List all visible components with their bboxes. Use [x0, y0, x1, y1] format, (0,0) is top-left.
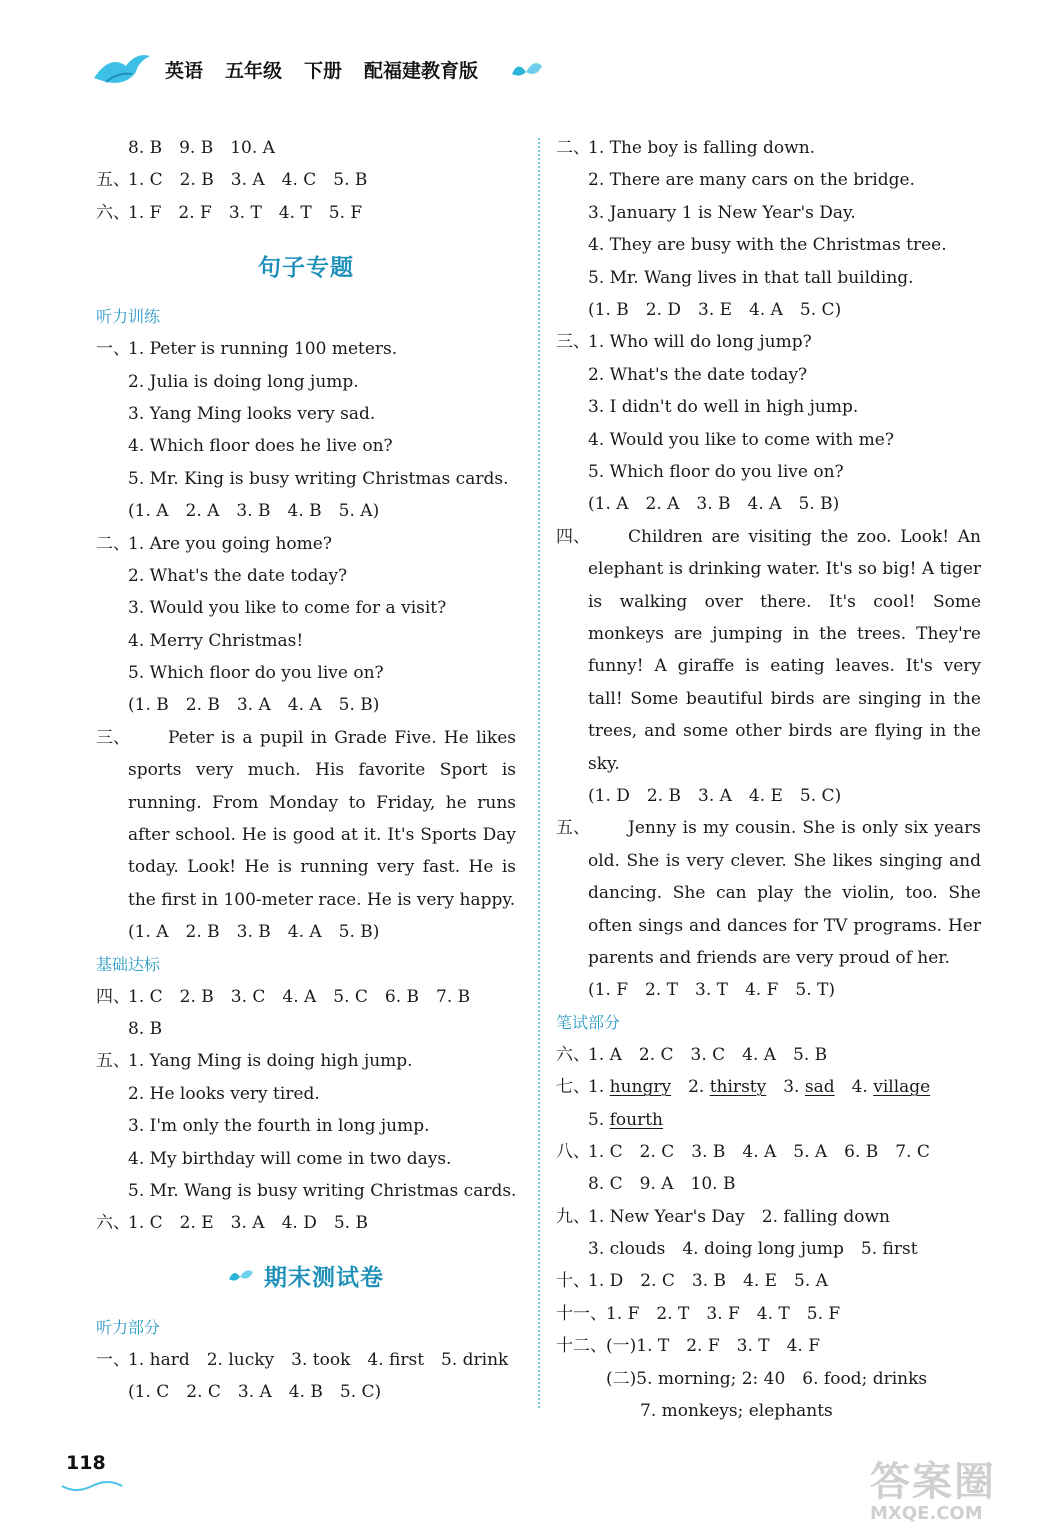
subsection-basics: 基础达标	[96, 954, 161, 974]
question-group-1: 一、 1. Peter is running 100 meters. 2. Julia is doing long jump. 3. Yang Ming looks very sad. 4. Which floor does he live on? 5. Mr. King is busy writing Christmas cards. (1. A 2. A 3. B 4. B 5. A)	[96, 339, 509, 522]
question-r7: 七、 1. hungry 2. thirsty 3. sad 4. village	[556, 1077, 931, 1098]
header-edition: 配福建教育版	[364, 60, 479, 82]
question-group-5: 五、 1. Yang Ming is doing high jump. 2. He looks very tired. 3. I'm only the fourth in long jump. 4. My birthday will come in two days. 5. Mr. Wang is busy writing Christmas cards.	[96, 1051, 517, 1202]
question-r6: 六、 1. A 2. C 3. C 4. A 5. B	[556, 1044, 828, 1065]
header-title-group	[165, 56, 478, 83]
passage-3: 三、 Peter is a pupil in Grade Five. He likes sports very much. His favorite Sport is running. From Monday to Friday, he runs after school. He is good at it. It's Sports Day today. Look! He is running very fast. He is the first in 100-meter race. He is very happy.	[96, 727, 516, 910]
leaf-decoration-icon	[510, 60, 544, 80]
page-header	[0, 0, 1050, 100]
question-group-r3: 三、 1. Who will do long jump? 2. What's the date today? 3. I didn't do well in high jump. 4. Would you like to come with me? 5. Which floor do you live on? (1. A 2. A 3. B 4. A 5. B)	[556, 332, 894, 515]
bird-logo-icon	[92, 48, 152, 88]
question-group-6: 六、 1. C 2. E 3. A 4. D 5. B	[96, 1213, 368, 1234]
question-group-r9: 九、 1. New Year's Day 2. falling down 3. clouds 4. doing long jump 5. first	[556, 1206, 918, 1260]
column-divider	[538, 138, 540, 1408]
answer-line: 五、 1. C 2. B 3. A 4. C 5. B	[96, 170, 368, 191]
page-number-wave-icon	[60, 1480, 124, 1494]
question-r12: 十二、 (一)1. T 2. F 3. T 4. F	[556, 1336, 821, 1357]
question-group-4: 四、 1. C 2. B 3. C 4. A 5. C 6. B 7. B 8. B	[96, 986, 471, 1040]
subsection-listening: 听力训练	[96, 307, 161, 327]
passage-4: 四、 Children are visiting the zoo. Look! An elephant is drinking water. It's so big! A tiger is walking over there. It's cool! Some monkeys are jumping in the trees. They're funny! A giraffe is eating leaves. It's very tall! Some beautiful birds are singing in the trees, and some other birds are flying in the sky.	[556, 526, 981, 774]
header-volume: 下册	[304, 60, 343, 82]
header-subject: 英语	[165, 60, 204, 82]
question-r11: 十一、 1. F 2. T 3. F 4. T 5. F	[556, 1303, 841, 1324]
question-r10: 十、 1. D 2. C 3. B 4. E 5. A	[556, 1271, 828, 1292]
answer-line: 六、 1. F 2. F 3. T 4. T 5. F	[96, 202, 363, 223]
answer-line: 8. B 9. B 10. A	[128, 138, 275, 158]
subsection-written: 笔试部分	[556, 1012, 621, 1032]
subsection-listening-part: 听力部分	[96, 1317, 161, 1337]
question-group-r8: 八、 1. C 2. C 3. B 4. A 5. A 6. B 7. C 8. C 9. A 10. B	[556, 1141, 930, 1195]
section-title-final-test: 期末测试卷	[96, 1240, 516, 1312]
passage-5: 五、 Jenny is my cousin. She is only six years old. She is very clever. She likes singing and dancing. She can play the violin, too. She often sings and dances for TV programs. Her parents and friends are very proud of her.	[556, 818, 981, 968]
header-grade: 五年级	[225, 60, 283, 82]
section-title-sentences: 句子专题	[258, 254, 354, 281]
question-group-2: 二、 1. Are you going home? 2. What's the date today? 3. Would you like to come for a visit? 4. Merry Christmas! 5. Which floor do you live on? (1. B 2. B 3. A 4. A 5. B)	[96, 533, 447, 716]
leaf-icon	[228, 1268, 254, 1284]
page-number: 118	[66, 1452, 106, 1474]
watermark: 答案圈 MXQE.COM	[870, 1459, 996, 1524]
question-group-r2: 二、 1. The boy is falling down. 2. There are many cars on the bridge. 3. January 1 is New Year's Day. 4. They are busy with the Christmas tree. 5. Mr. Wang lives in that tall building. (1. B 2. D 3. E 4. A 5. C)	[556, 138, 947, 320]
right-column: 二、 1. The boy is falling down. 2. There are many cars on the bridge. 3. January 1 is New Year's Day. 4. They are busy with the Christmas tree. 5. Mr. Wang lives in that tall building. (1. B 2. D 3. E 4. A 5. C) 三、 1. Who will do long jump? 2. What's the date today? 3. I didn't do well in high jump. 4. Would you like to come with me? 5. Which floor do you live on? (1. A 2. A 3. B 4. A 5. B) 四、 Children are visiting the zoo. Look! An elephant is drinking water. It's so big! A tiger is walking over there. It's cool! Some monkeys are jumping in the trees. They're funny! A giraffe is eating leaves. It's very tall! Some beautiful birds are singing in the trees, and some other birds are flying in the sky. (1. D 2. B 3. A 4. E 5. C) 五、 Jenny is my cousin. She is only six years old. She is very clever. She likes singing and dancing. She can play the violin, too. She often sings and dances for TV programs. Her parents and friends are very proud of her. (1. F 2. T 3. T 4. F 5. T) 笔试部分 六、 1. A 2. C 3. C 4. A 5. B 七、 1. hungry 2. thirsty 3. sad 4. village 5. fourth 八、 1. C 2. C 3. B 4. A 5. A 6. B 7. C 8. C 9. A 10. B 九、 1. New Year's Day 2. falling down 3. clouds 4. doing long jump 5. first 十、 1. D 2. C 3. B 4. E 5. A 十一、 1. F 2. T 3. F 4. T 5. F 十二、 (一)1. T 2. F 3. T 4. F (二)5. morning; 2: 40 6. food; drinks 7. monkeys; elephants	[556, 132, 981, 1427]
question-group-7: 一、 1. hard 2. lucky 3. took 4. first 5. drink (1. C 2. C 3. A 4. B 5. C)	[96, 1349, 509, 1403]
left-column: 8. B 9. B 10. A 五、 1. C 2. B 3. A 4. C 5. B 六、 1. F 2. F 3. T 4. T 5. F 句子专题 听力训练 一、 1. Peter is running 100 meters. 2. Julia is doing long jump. 3. Yang Ming looks very sad. 4. Which floor does he live on? 5. Mr. King is busy writing Christmas cards. (1. A 2. A 3. B 4. B 5. A) 二、 1. Are you going home? 2. What's the date today? 3. Would you like to come for a visit? 4. Merry Christmas! 5. Which floor do you live on? (1. B 2. B 3. A 4. A 5. B) 三、 Peter is a pupil in Grade Five. He likes sports very much. His favorite Sport is running. From Monday to Friday, he runs after school. He is good at it. It's Sports Day today. Look! He is running very fast. He is the first in 100-meter race. He is very happy. (1. A 2. B 3. B 4. A 5. B) 基础达标 四、 1. C 2. B 3. C 4. A 5. C 6. B 7. B 8. B 五、 1. Yang Ming is doing high jump. 2. He looks very tired. 3. I'm only the fourth in long jump. 4. My birthday will come in two days. 5. Mr. Wang is busy writing Christmas cards. 六、 1. C 2. E 3. A 4. D 5. B 期末测试卷 听力部分 一、 1. hard 2. lucky 3. took 4. first 5. drink (1. C 2. C 3. A 4. B 5. C)	[96, 132, 516, 1409]
